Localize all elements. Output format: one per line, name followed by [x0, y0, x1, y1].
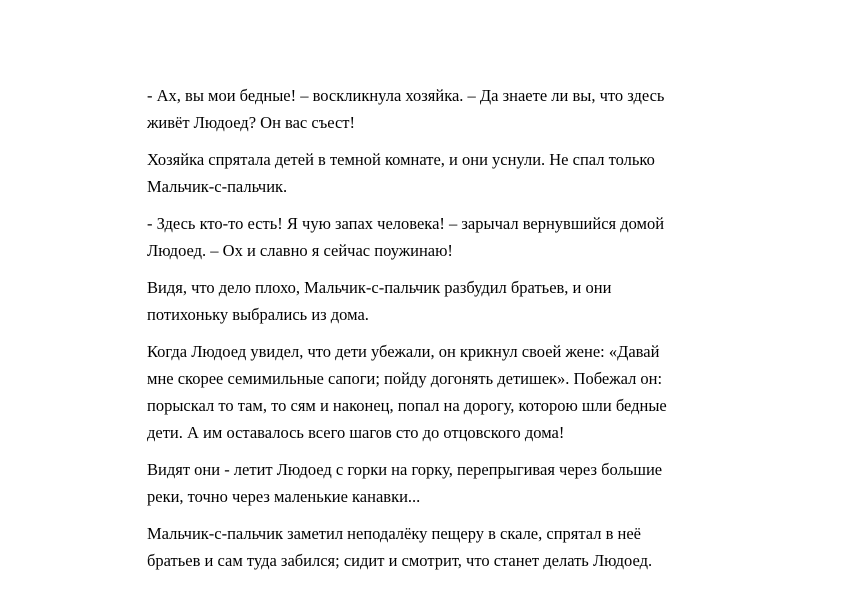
text-line: - Ах, вы мои бедные! – воскликнула хозяйка. – Да знаете ли вы, что здесь	[147, 86, 665, 105]
paragraph-2	[147, 146, 747, 200]
story-text	[147, 82, 747, 584]
text-line: Видя, что дело плохо, Мальчик-с-пальчик разбудил братьев, и они	[147, 278, 612, 297]
text-line: Мальчик-с-пальчик.	[147, 177, 288, 196]
paragraph-4	[147, 274, 747, 328]
text-line: реки, точно через маленькие канавки...	[147, 487, 421, 506]
text-line: мне скорее семимильные сапоги; пойду догонять детишек». Побежал он:	[147, 369, 663, 388]
text-line: дети. А им оставалось всего шагов сто до отцовского дома!	[147, 423, 565, 442]
paragraph-6	[147, 456, 747, 510]
paragraph-3	[147, 210, 747, 264]
text-line: порыскал то там, то сям и наконец, попал на дорогу, которою шли бедные	[147, 396, 667, 415]
text-line: Когда Людоед увидел, что дети убежали, он крикнул своей жене: «Давай	[147, 342, 660, 361]
text-line: Хозяйка спрятала детей в темной комнате, и они уснули. Не спал только	[147, 150, 655, 169]
paragraph-1	[147, 82, 747, 136]
text-line: Видят они - летит Людоед с горки на горку, перепрыгивая через большие	[147, 460, 663, 479]
text-line: Мальчик-с-пальчик заметил неподалёку пещеру в скале, спрятал в неё	[147, 524, 642, 543]
text-line: братьев и сам туда забился; сидит и смотрит, что станет делать Людоед.	[147, 551, 653, 570]
text-line: Людоед. – Ох и славно я сейчас поужинаю!	[147, 241, 453, 260]
text-line: - Здесь кто-то есть! Я чую запах человека! – зарычал вернувшийся домой	[147, 214, 665, 233]
paragraph-7	[147, 520, 747, 574]
text-line: живёт Людоед? Он вас съест!	[147, 113, 355, 132]
paragraph-5	[147, 338, 747, 446]
text-line: потихоньку выбрались из дома.	[147, 305, 369, 324]
